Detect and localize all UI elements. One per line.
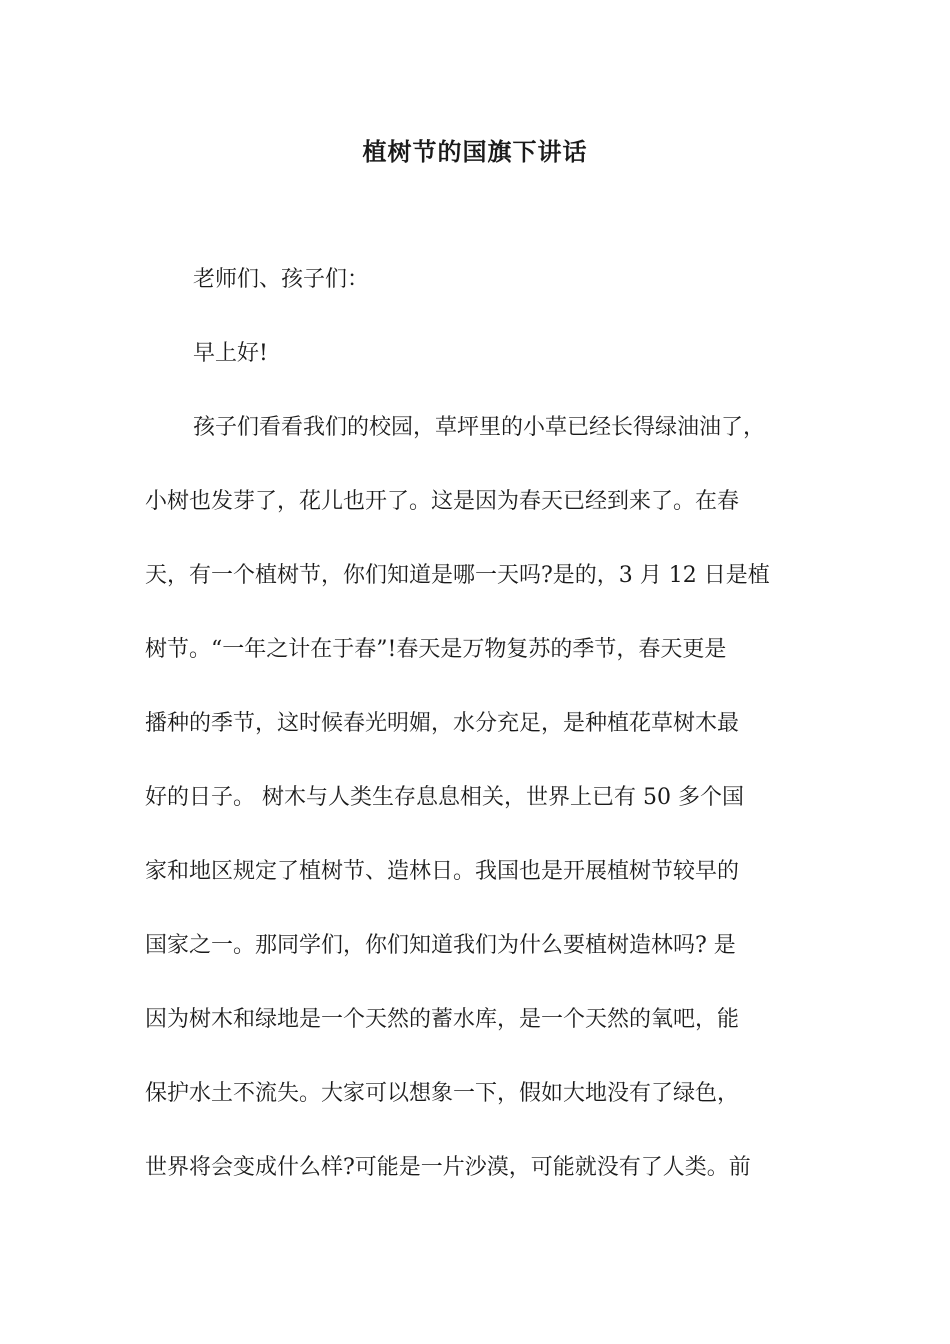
document-title: 植树节的国旗下讲话 [362,137,588,166]
body-line-8: 国家之一。那同学们，你们知道我们为什么要植树造林吗? 是 [145,933,736,958]
body-line-1: 孩子们看看我们的校园，草坪里的小草已经长得绿油油了， [193,415,766,440]
body-line-5: 播种的季节，这时候春光明媚，水分充足，是种植花草树木最 [145,711,740,736]
salutation-line: 早上好! [193,341,268,366]
greeting-line: 老师们、孩子们： [193,267,370,292]
body-line-9: 因为树木和绿地是一个天然的蓄水库，是一个天然的氧吧，能 [145,1007,740,1032]
body-line-4: 树节。“一年之计在于春”!春天是万物复苏的季节，春天更是 [145,637,727,662]
body-line-7: 家和地区规定了植树节、造林日。我国也是开展植树节较早的 [145,859,740,884]
body-line-11: 世界将会变成什么样?可能是一片沙漠，可能就没有了人类。前 [145,1155,751,1180]
body-line-6: 好的日子。 树木与人类生存息息相关，世界上已有 50 多个国 [145,785,744,810]
body-line-10: 保护水土不流失。大家可以想象一下，假如大地没有了绿色， [145,1081,740,1106]
body-line-3: 天，有一个植树节，你们知道是哪一天吗?是的，3 月 12 日是植 [145,563,770,588]
body-line-2: 小树也发芽了，花儿也开了。这是因为春天已经到来了。在春 [145,489,740,514]
